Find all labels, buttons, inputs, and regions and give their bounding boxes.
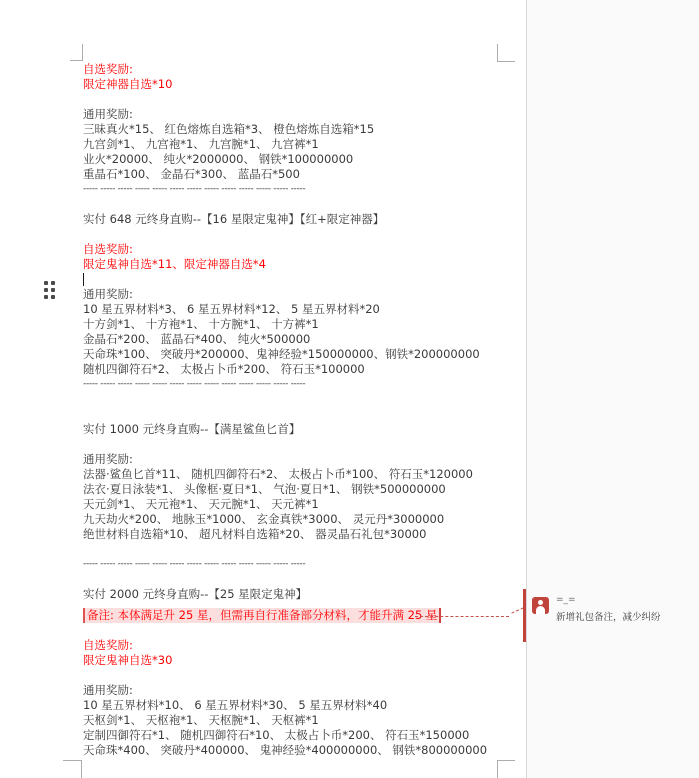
doc-line[interactable]: ----- ----- ----- ----- ----- ----- ----- ----- ----- ----- ----- ----- ----- [83, 559, 306, 569]
doc-line[interactable]: 随机四御符石*2、 太极占卜币*200、 符石玉*100000 [83, 362, 365, 376]
drag-handle-icon[interactable] [44, 281, 55, 299]
doc-line[interactable] [83, 92, 497, 107]
doc-line[interactable] [83, 572, 497, 587]
doc-line[interactable] [83, 437, 497, 452]
doc-line[interactable]: 实付 1000 元终身直购--【满星鲨鱼匕首】 [83, 422, 301, 436]
doc-line[interactable]: 自选奖励: [83, 638, 133, 652]
doc-line[interactable]: 通用奖励: [83, 287, 133, 301]
text-cursor [83, 273, 84, 286]
doc-line[interactable]: 九天劫火*200、 地脉玉*1000、 玄金真铁*3000、 灵元丹*3000000 [83, 512, 445, 526]
doc-line[interactable] [83, 623, 497, 638]
doc-line[interactable]: 十方剑*1、 十方袍*1、 十方腕*1、 十方裤*1 [83, 317, 319, 331]
doc-line[interactable]: 通用奖励: [83, 683, 133, 697]
doc-line[interactable]: 通用奖励: [83, 452, 133, 466]
doc-line[interactable]: 限定鬼神自选*11、限定神器自选*4 [83, 257, 266, 271]
margin-mark-top-right [497, 44, 515, 62]
doc-line[interactable]: 天元剑*1、 天元袍*1、 天元腕*1、 天元裤*1 [83, 497, 319, 511]
doc-line[interactable]: 定制四御符石*1、 随机四御符石*10、 太极占卜币*200、 符石玉*150000 [83, 728, 470, 742]
doc-line[interactable]: 10 星五界材料*3、 6 星五界材料*12、 5 星五界材料*20 [83, 302, 380, 316]
note-connector [415, 616, 509, 617]
doc-line[interactable] [83, 197, 497, 212]
doc-line[interactable]: 通用奖励: [83, 107, 133, 121]
doc-line[interactable] [83, 407, 497, 422]
margin-mark-top-left [70, 44, 83, 61]
doc-line[interactable]: 重晶石*100、 金晶石*300、 蓝晶石*500 [83, 167, 300, 181]
doc-line[interactable]: ----- ----- ----- ----- ----- ----- ----- ----- ----- ----- ----- ----- ----- [83, 379, 306, 389]
doc-line[interactable] [83, 227, 497, 242]
margin-mark-bottom-left [63, 760, 82, 778]
doc-line[interactable]: 自选奖励: [83, 62, 133, 76]
doc-line[interactable]: 限定鬼神自选*30 [83, 653, 173, 667]
doc-line[interactable]: 法器·鲨鱼匕首*11、 随机四御符石*2、 太极占卜币*100、 符石玉*120000 [83, 467, 473, 481]
doc-line[interactable] [83, 668, 497, 683]
doc-line[interactable]: 法衣·夏日泳装*1、 头像框·夏日*1、 气泡·夏日*1、 钢铁*500000000 [83, 482, 446, 496]
document-body[interactable] [83, 62, 497, 758]
margin-mark-bottom-right [497, 760, 515, 778]
doc-line[interactable]: 业火*20000、 纯火*2000000、 钢铁*100000000 [83, 152, 354, 166]
doc-line[interactable]: 金晶石*200、 蓝晶石*400、 纯火*500000 [83, 332, 311, 346]
doc-line[interactable]: 天命珠*400、 突破丹*400000、 鬼神经验*400000000、 钢铁*800000000 [83, 743, 488, 757]
doc-line[interactable]: 实付 2000 元终身直购--【25 星限定鬼神】 [83, 587, 308, 601]
comment-avatar[interactable] [532, 597, 549, 614]
doc-line[interactable]: 自选奖励: [83, 242, 133, 256]
doc-line[interactable]: 实付 648 元终身直购--【16 星限定鬼神】【红+限定神器】 [83, 212, 385, 226]
doc-line[interactable] [83, 392, 497, 407]
comment-panel [526, 0, 699, 778]
comment-author: =_= [556, 595, 576, 605]
doc-line[interactable] [83, 272, 497, 287]
doc-line[interactable]: ----- ----- ----- ----- ----- ----- ----- ----- ----- ----- ----- ----- ----- [83, 184, 306, 194]
doc-line[interactable]: 绝世材料自选箱*10、 超凡材料自选箱*20、 器灵晶石礼包*30000 [83, 527, 427, 541]
doc-line[interactable]: 三昧真火*15、 红色熔炼自选箱*3、 橙色熔炼自选箱*15 [83, 122, 375, 136]
doc-line[interactable]: 天枢剑*1、 天枢袍*1、 天枢腕*1、 天枢裤*1 [83, 713, 319, 727]
doc-line[interactable] [83, 542, 497, 557]
doc-line[interactable]: 天命珠*100、 突破丹*200000、鬼神经验*150000000、钢铁*200000000 [83, 347, 480, 361]
comment-anchor-bar[interactable] [523, 589, 526, 642]
note-connector-hook [511, 607, 523, 613]
doc-line[interactable]: 九宫剑*1、 九宫袍*1、 九宫腕*1、 九宫裤*1 [83, 137, 319, 151]
note-highlight: 备注: 本体满足升 25 星，但需再自行准备部分材料，才能升满 25 星 [83, 608, 441, 623]
doc-line[interactable]: 10 星五界材料*10、 6 星五界材料*30、 5 星五界材料*40 [83, 698, 388, 712]
doc-line[interactable]: 限定神器自选*10 [83, 77, 173, 91]
comment-text[interactable]: 新增礼包备注，减少纠纷 [556, 612, 661, 623]
doc-line[interactable] [83, 608, 497, 623]
